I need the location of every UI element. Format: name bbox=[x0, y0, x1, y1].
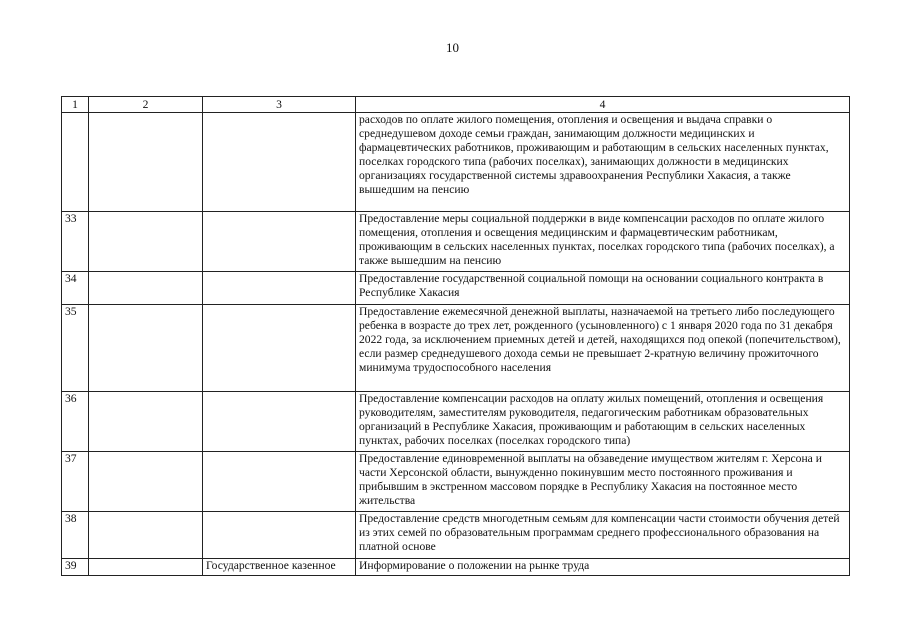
header-col-4: 4 bbox=[356, 97, 850, 113]
row-col3 bbox=[203, 272, 356, 305]
row-col2 bbox=[89, 452, 203, 512]
header-col-1: 1 bbox=[62, 97, 89, 113]
row-col3 bbox=[203, 212, 356, 272]
row-number: 38 bbox=[62, 512, 89, 559]
row-col3 bbox=[203, 113, 356, 212]
row-col2 bbox=[89, 305, 203, 392]
row-col2 bbox=[89, 392, 203, 452]
table-row bbox=[62, 392, 850, 452]
row-number: 33 bbox=[62, 212, 89, 272]
row-description: Предоставление меры социальной поддержки в виде компенсации расходов по оплате жилого помещения, отопления и освещения медицинским и фармацевтическим работникам, проживающим в сельских населенных пунктах, поселках городского типа (рабочих поселках), а также вышедшим на пенсию bbox=[356, 212, 850, 272]
table-row bbox=[62, 512, 850, 559]
row-col2 bbox=[89, 212, 203, 272]
row-col2 bbox=[89, 559, 203, 576]
header-col-3: 3 bbox=[203, 97, 356, 113]
row-col3 bbox=[203, 305, 356, 392]
row-col3: Государственное казенное bbox=[203, 559, 356, 576]
page-number: 10 bbox=[446, 40, 459, 55]
row-number bbox=[62, 113, 89, 212]
table-row bbox=[62, 559, 850, 576]
row-number: 39 bbox=[62, 559, 89, 576]
row-number: 35 bbox=[62, 305, 89, 392]
row-description: Предоставление компенсации расходов на оплату жилых помещений, отопления и освещения руководителям, заместителям руководителя, педагогическим работникам образовательных организаций в Республике Хакасия, проживающим и работающим в сельских населенных пунктах, рабочих поселках (поселках городского типа) bbox=[356, 392, 850, 452]
table-row bbox=[62, 305, 850, 392]
row-description: расходов по оплате жилого помещения, отопления и освещения и выдача справки о среднедушевом доходе семьи граждан, занимающим должности медицинских и фармацевтических работников, проживающим и работающим в сельских населенных пунктах, поселках городского типа (рабочих поселках), занимающих должности в медицинских организациях государственной системы здравоохранения Республики Хакасия, а также вышедшим на пенсию bbox=[356, 113, 850, 212]
row-number: 34 bbox=[62, 272, 89, 305]
header-row bbox=[62, 97, 850, 113]
row-number: 37 bbox=[62, 452, 89, 512]
row-description: Информирование о положении на рынке труда bbox=[356, 559, 850, 576]
row-description: Предоставление единовременной выплаты на обзаведение имуществом жителям г. Херсона и части Херсонской области, вынужденно покинувшим место постоянного проживания и прибывшим в экстренном массовом порядке в Республику Хакасия на постоянное место жительства bbox=[356, 452, 850, 512]
table-row bbox=[62, 113, 850, 212]
row-col2 bbox=[89, 272, 203, 305]
header-col-2: 2 bbox=[89, 97, 203, 113]
row-number: 36 bbox=[62, 392, 89, 452]
row-col2 bbox=[89, 113, 203, 212]
row-col3 bbox=[203, 392, 356, 452]
row-col2 bbox=[89, 512, 203, 559]
table-row bbox=[62, 212, 850, 272]
row-description: Предоставление средств многодетным семьям для компенсации части стоимости обучения детей из этих семей по образовательным программам среднего профессионального образования на платной основе bbox=[356, 512, 850, 559]
table-row bbox=[62, 272, 850, 305]
services-table bbox=[61, 96, 850, 576]
row-col3 bbox=[203, 452, 356, 512]
row-col3 bbox=[203, 512, 356, 559]
row-description: Предоставление ежемесячной денежной выплаты, назначаемой на третьего либо последующего ребенка в возрасте до трех лет, рожденного (усыновленного) с 1 января 2020 года по 31 декабря 2022 года, за исключением приемных детей и детей, находящихся под опекой (попечительством), если размер среднедушевого дохода семьи не превышает 2-кратную величину прожиточного минимума трудоспособного населения bbox=[356, 305, 850, 392]
row-description: Предоставление государственной социальной помощи на основании социального контракта в Республике Хакасия bbox=[356, 272, 850, 305]
table-row bbox=[62, 452, 850, 512]
